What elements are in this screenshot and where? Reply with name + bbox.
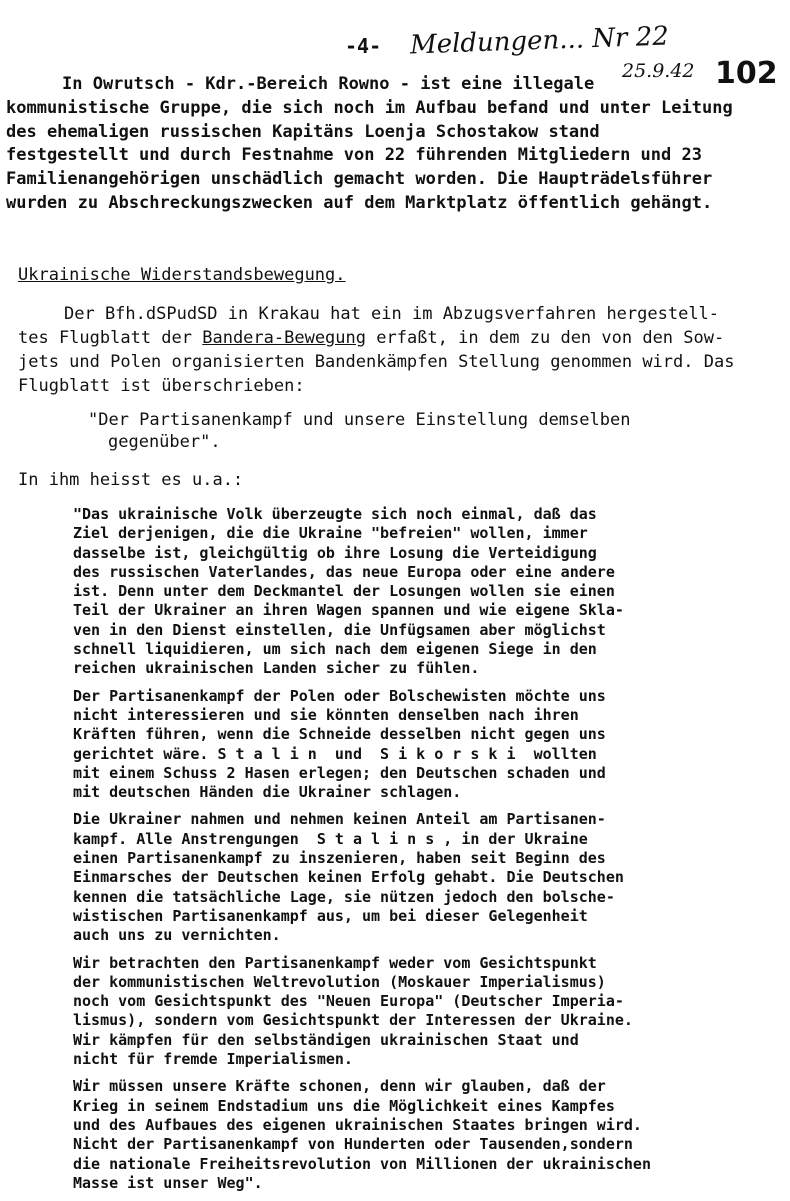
first-paragraph-line-5: Familienangehörigen unschädlich gemacht worden. Die Haupträdelsführer	[6, 169, 713, 189]
quote-intro: In ihm heisst es u.a.:	[18, 470, 244, 490]
leaflet-quotation	[73, 505, 763, 1201]
second-paragraph-line-2	[18, 328, 724, 348]
line2-suffix: erfaßt, in dem zu den von den Sow-	[366, 328, 725, 348]
second-paragraph-line-3: jets und Polen organisierten Bandenkämpfen Stellung genommen wird. Das	[18, 352, 735, 372]
first-paragraph-line-2: kommunistische Gruppe, die sich noch im Aufbau befand und unter Leitung	[6, 98, 733, 118]
leaflet-paragraph-1: "Das ukrainische Volk überzeugte sich noch einmal, daß das Ziel derjenigen, die die Ukraine "befreien" wollen, immer dasselbe ist, gleichgültig ob ihre Losung die Verteidigung des russischen Vaterlandes, das neue Europa oder eine andere ist. Denn unter dem Deckmantel der Losungen wollen sie einen Teil der Ukrainer an ihren Wagen spannen und wie eigene Skla- ven in den Dienst einstellen, die Unfügsamen aber möglichst schnell liquidieren, um sich nach dem eigenen Siege in den reichen ukrainischen Landen sicher zu fühlen.	[73, 505, 624, 678]
section-heading: Ukrainische Widerstandsbewegung.	[18, 265, 346, 285]
first-paragraph-line-3: des ehemaligen russischen Kapitäns Loenja Schostakow stand	[6, 122, 600, 142]
line2-prefix: tes Flugblatt der	[18, 328, 203, 348]
leaflet-paragraph-3: Die Ukrainer nahmen und nehmen keinen Anteil am Partisanen- kampf. Alle Anstrengungen S t a l i n s , in der Ukraine einen Partisanenkampf zu inszenieren, haben seit Beginn des Einmarsches der Deutschen keinen Erfolg gehabt. Die Deutschen kennen die tatsächliche Lage, sie nützen jedoch den bolsche- wistischen Partisanenkampf aus, um bei dieser Gelegenheit auch uns zu vernichten.	[73, 810, 624, 945]
first-paragraph-line-1: In Owrutsch - Kdr.-Bereich Rowno - ist eine illegale	[62, 74, 595, 94]
second-paragraph-line-1: Der Bfh.dSPudSD in Krakau hat ein im Abzugsverfahren hergestell-	[64, 304, 720, 324]
first-paragraph-line-4: festgestellt und durch Festnahme von 22 führenden Mitgliedern und 23	[6, 145, 702, 165]
leaflet-title-line-1: "Der Partisanenkampf und unsere Einstellung demselben	[88, 410, 631, 430]
first-paragraph-line-6: wurden zu Abschreckungszwecken auf dem Marktplatz öffentlich gehängt.	[6, 193, 713, 213]
leaflet-paragraph-5: Wir müssen unsere Kräfte schonen, denn wir glauben, daß der Krieg in seinem Endstadium uns die Möglichkeit eines Kampfes und des Aufbaues des eigenen ukrainischen Staates bringen wird. Nicht der Partisanenkampf von Hunderten oder Tausenden,sondern die nationale Freiheitsrevolution von Millionen der ukrainischen Masse ist unser Weg".	[73, 1077, 651, 1192]
leaflet-paragraph-2: Der Partisanenkampf der Polen oder Bolschewisten möchte uns nicht interessieren und sie könnten denselben nach ihren Kräften führen, wenn die Schneide desselben nicht gegen uns gerichtet wäre. S t a l i n und S i k o r s k i wollten mit einem Schuss 2 Hasen erlegen; den Deutschen schaden und mit deutschen Händen die Ukrainer schlagen.	[73, 686, 606, 802]
handwritten-date: 25.9.42	[622, 60, 695, 82]
leaflet-title-line-2: gegenüber".	[108, 432, 221, 452]
bandera-movement-text: Bandera-Bewegung	[202, 328, 366, 348]
leaflet-paragraph-4: Wir betrachten den Partisanenkampf weder vom Gesichtspunkt der kommunistischen Weltrevolution (Moskauer Imperialismus) noch vom Gesichtspunkt des "Neuen Europa" (Deutscher Imperia- lismus), sondern vom Gesichtspunkt der Interessen der Ukraine. Wir kämpfen für den selbständigen ukrainischen Staat und nicht für fremde Imperialismen.	[73, 953, 633, 1069]
second-paragraph-line-4: Flugblatt ist überschrieben:	[18, 376, 305, 396]
handwritten-report-title: Meldungen... Nr 22	[409, 21, 670, 61]
folio-number: 102	[715, 56, 778, 91]
page-marker: -4-	[345, 34, 382, 58]
